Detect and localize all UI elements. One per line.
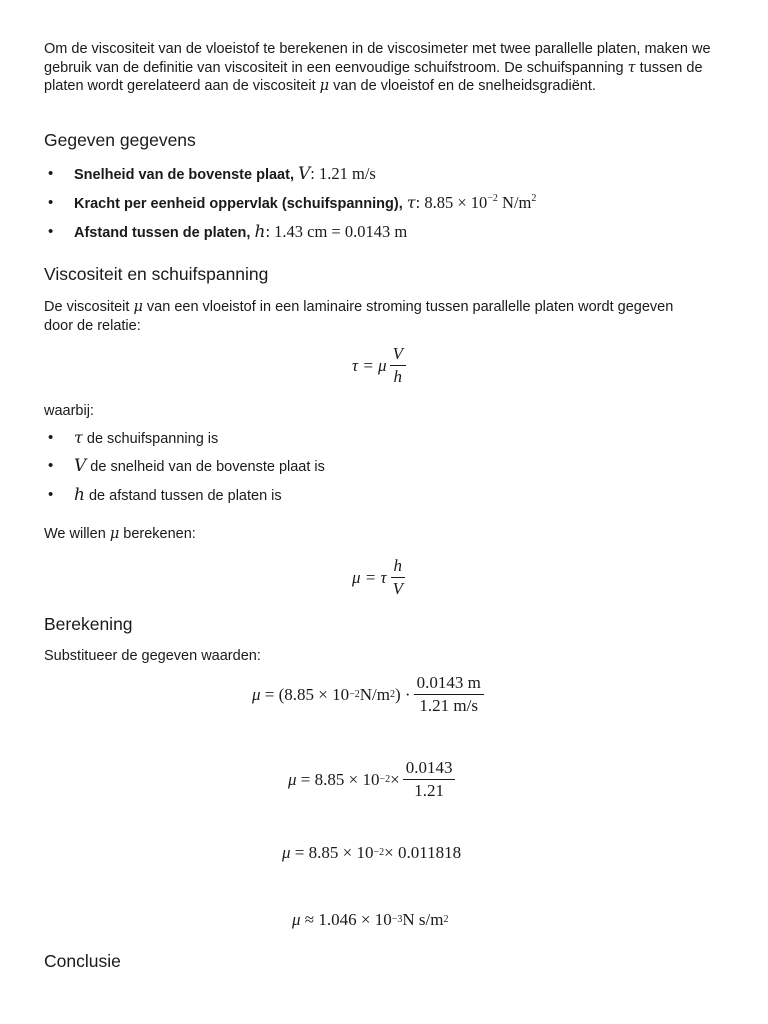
symbol-tau: τ bbox=[74, 428, 83, 447]
heading-calculation: Berekening bbox=[44, 614, 133, 634]
equation-3: μ = (8.85 × 10 −2 N/m 2 ) · $\frac{0.0143 m}{1.21 m/s}$ bbox=[252, 673, 487, 716]
substitute-text: Substitueer de gegeven waarden: bbox=[44, 648, 261, 664]
fraction bbox=[390, 344, 406, 387]
equation-6: μ ≈ 1.046 × 10 −3 N s/m 2 bbox=[292, 910, 449, 929]
fraction bbox=[403, 758, 456, 801]
def-text: de snelheid van de bovenste plaat is bbox=[86, 459, 325, 475]
text: De viscositeit bbox=[44, 299, 134, 315]
def-text: de afstand tussen de platen is bbox=[84, 488, 282, 504]
text: van een vloeistof in een laminaire stroming tussen parallelle platen wordt gegeven door de relatie: bbox=[44, 299, 674, 334]
given-label: Kracht per eenheid oppervlak (schuifspanning), bbox=[74, 196, 407, 212]
def-item bbox=[44, 428, 218, 449]
operator: ) · bbox=[395, 684, 411, 704]
given-value: : 1.43 cm = 0.0143 m bbox=[265, 222, 408, 241]
equation-4: μ = 8.85 × 10 −2 × $\frac{0.0143}{1.21}$ bbox=[288, 758, 458, 801]
text: We willen bbox=[44, 526, 110, 542]
eq-lhs: μ = (8.85 × 10 bbox=[252, 684, 350, 704]
intro-text-1: Om de viscositeit van de vloeistof te berekenen in de viscosimeter met twee parallelle platen, maken we gebruik van de definitie van viscositeit in een eenvoudige schuifstroom. De schuifspanning bbox=[44, 41, 711, 76]
heading-conclusion: Conclusie bbox=[44, 951, 121, 971]
numerator: h bbox=[391, 556, 406, 578]
value-post: N/m bbox=[497, 193, 532, 212]
numerator: 0.0143 m bbox=[414, 673, 484, 695]
def-text: de schuifspanning is bbox=[82, 431, 219, 447]
unit: N/m bbox=[359, 684, 391, 704]
want-paragraph bbox=[44, 525, 196, 544]
viscosity-paragraph bbox=[44, 298, 684, 335]
given-label: Snelheid van de bovenste plaat, bbox=[74, 167, 299, 183]
fraction bbox=[390, 556, 406, 599]
given-item-distance bbox=[44, 222, 407, 243]
numerator: 0.0143 bbox=[403, 758, 456, 780]
equation-5: μ = 8.85 × 10 −2 × 0.011818 bbox=[282, 843, 462, 862]
denominator: h bbox=[393, 367, 403, 386]
mu-symbol: μ bbox=[319, 78, 330, 94]
def-item bbox=[44, 485, 282, 506]
numerator: V bbox=[390, 344, 406, 366]
given-item-velocity bbox=[44, 164, 376, 185]
where-label: waarbij: bbox=[44, 403, 94, 419]
eq-lhs: μ = 8.85 × 10 bbox=[282, 843, 374, 862]
eq-lhs: τ = μ bbox=[352, 355, 387, 375]
denominator: 1.21 bbox=[414, 781, 444, 800]
denominator: 1.21 m/s bbox=[419, 696, 478, 715]
eq-lhs: μ = τ bbox=[352, 567, 387, 587]
heading-viscosity: Viscositeit en schuifspanning bbox=[44, 264, 269, 284]
symbol-v: V bbox=[74, 456, 87, 476]
def-item bbox=[44, 456, 325, 477]
eq-lhs: μ ≈ 1.046 × 10 bbox=[292, 910, 392, 929]
mu-symbol: μ bbox=[133, 299, 143, 315]
operator: × bbox=[390, 769, 400, 789]
symbol-h: h bbox=[254, 222, 266, 242]
intro-paragraph bbox=[44, 40, 724, 96]
intro-text-3: van de vloeistof en de snelheidsgradiënt. bbox=[329, 78, 596, 94]
given-value bbox=[416, 193, 537, 212]
denominator: V bbox=[392, 579, 403, 598]
fraction bbox=[414, 673, 484, 716]
mu-symbol: μ bbox=[109, 526, 120, 542]
heading-given: Gegeven gegevens bbox=[44, 130, 196, 150]
given-label: Afstand tussen de platen, bbox=[74, 225, 255, 241]
symbol-v: V bbox=[298, 164, 311, 184]
given-value: : 1.21 m/s bbox=[310, 164, 376, 183]
given-item-stress bbox=[44, 193, 536, 214]
intro-text-2: tussen de platen wordt gerelateerd aan de viscositeit bbox=[44, 59, 703, 94]
exponent: 2 bbox=[531, 193, 537, 204]
text: berekenen: bbox=[119, 526, 196, 542]
symbol-h: h bbox=[74, 485, 85, 505]
exponent: −2 bbox=[487, 193, 498, 204]
equation-1 bbox=[352, 344, 409, 387]
symbol-tau: τ bbox=[406, 193, 416, 212]
tau-symbol: τ bbox=[627, 59, 636, 76]
eq-rest: × 0.011818 bbox=[384, 843, 462, 862]
equation-2 bbox=[352, 556, 409, 599]
value-pre: : 8.85 × 10 bbox=[415, 193, 488, 212]
unit: N s/m bbox=[402, 910, 444, 929]
eq-lhs: μ = 8.85 × 10 bbox=[288, 769, 380, 789]
